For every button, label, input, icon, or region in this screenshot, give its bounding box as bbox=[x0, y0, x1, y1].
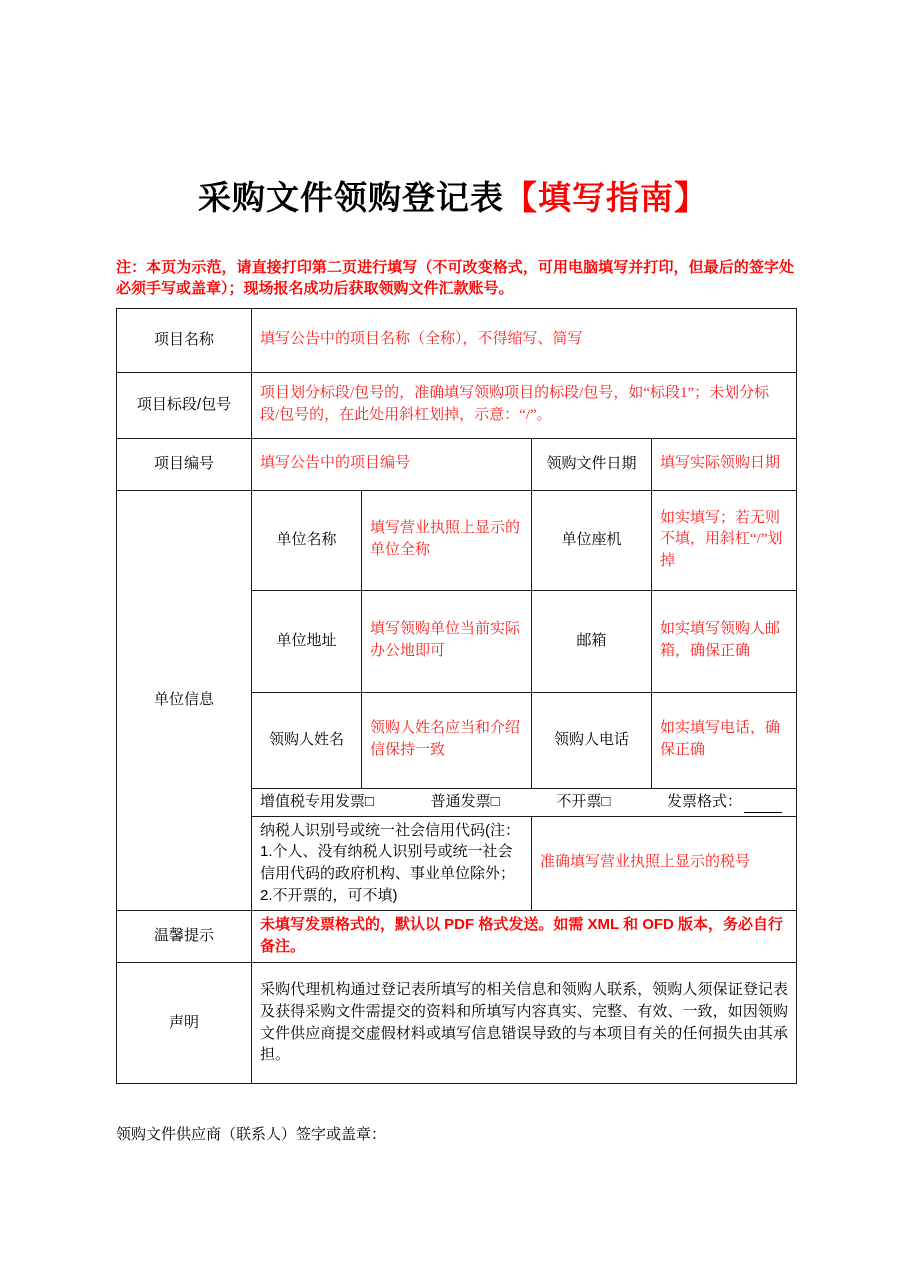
row-project-number bbox=[117, 438, 797, 490]
project-section-label: 项目标段/包号 bbox=[117, 372, 252, 438]
row-project-name bbox=[117, 308, 797, 372]
buyer-phone-instruction: 如实填写电话，确保正确 bbox=[652, 692, 797, 788]
invoice-option-ordinary bbox=[431, 791, 500, 813]
unit-phone-instruction: 如实填写；若无则不填，用斜杠“/”划掉 bbox=[652, 490, 797, 590]
invoice-option-ordinary-label: 普通发票 bbox=[430, 793, 491, 811]
page-title-main: 采购文件领购登记表 bbox=[198, 181, 504, 217]
project-number-instruction: 填写公告中的项目编号 bbox=[252, 438, 532, 490]
unit-name-instruction: 填写营业执照上显示的单位全称 bbox=[362, 490, 532, 590]
row-project-section bbox=[117, 372, 797, 438]
buyer-name-instruction: 领购人姓名应当和介绍信保持一致 bbox=[362, 692, 532, 788]
row-unit-name bbox=[117, 490, 797, 590]
row-statement bbox=[117, 962, 797, 1083]
tips-instruction: 未填写发票格式的，默认以 PDF 格式发送。如需 XML 和 OFD 版本，务必自行备注。 bbox=[252, 910, 797, 962]
invoice-format-blank-line bbox=[744, 799, 782, 813]
unit-name-label: 单位名称 bbox=[252, 490, 362, 590]
unit-phone-label: 单位座机 bbox=[532, 490, 652, 590]
none-checkbox-icon: □ bbox=[601, 793, 611, 811]
unit-info-label: 单位信息 bbox=[117, 490, 252, 910]
tax-id-text: 纳税人识别号或统一社会信用代码(注：1.个人、没有纳税人识别号或统一社会信用代码的政府机构、事业单位除外；2.不开票的，可不填) bbox=[252, 816, 532, 910]
unit-address-label: 单位地址 bbox=[252, 590, 362, 692]
ordinary-checkbox-icon: □ bbox=[490, 793, 500, 811]
invoice-format-label: 发票格式： bbox=[666, 793, 742, 811]
buyer-name-label: 领购人姓名 bbox=[252, 692, 362, 788]
email-instruction: 如实填写领购人邮箱，确保正确 bbox=[652, 590, 797, 692]
note-text: 注：本页为示范，请直接打印第二页进行填写（不可改变格式，可用电脑填写并打印，但最后的签字处必须手写或盖章）；现场报名成功后获取领购文件汇款账号。 bbox=[116, 258, 794, 297]
statement-label: 声明 bbox=[117, 962, 252, 1083]
row-tips bbox=[117, 910, 797, 962]
tips-label: 温馨提示 bbox=[117, 910, 252, 962]
statement-text: 采购代理机构通过登记表所填写的相关信息和领购人联系，领购人须保证登记表及获得采购文件需提交的资料和所填写内容真实、完整、有效、一致，如因领购文件供应商提交虚假材料或填写信息错误导致的与本项目有关的任何损失由其承担。 bbox=[252, 962, 797, 1083]
page-title-highlight: 【填写指南】 bbox=[504, 181, 708, 217]
project-name-instruction: 填写公告中的项目名称（全称），不得缩写、简写 bbox=[252, 308, 797, 372]
invoice-option-none bbox=[556, 791, 610, 813]
project-number-label: 项目编号 bbox=[117, 438, 252, 490]
form-table bbox=[116, 308, 797, 1084]
signature-line: 领购文件供应商（联系人）签字或盖章： bbox=[116, 1125, 387, 1143]
invoice-option-vat-label: 增值税专用发票 bbox=[260, 793, 366, 811]
purchase-date-instruction: 填写实际领购日期 bbox=[652, 438, 797, 490]
tax-id-instruction: 准确填写营业执照上显示的税号 bbox=[532, 816, 797, 910]
invoice-options-cell bbox=[252, 788, 797, 816]
page-title bbox=[116, 182, 790, 217]
email-label: 邮箱 bbox=[532, 590, 652, 692]
purchase-date-label: 领购文件日期 bbox=[532, 438, 652, 490]
invoice-format-field bbox=[667, 791, 782, 813]
project-name-label: 项目名称 bbox=[117, 308, 252, 372]
invoice-option-vat bbox=[260, 791, 374, 813]
invoice-option-none-label: 不开票 bbox=[556, 793, 602, 811]
buyer-phone-label: 领购人电话 bbox=[532, 692, 652, 788]
unit-address-instruction: 填写领购单位当前实际办公地即可 bbox=[362, 590, 532, 692]
vat-checkbox-icon: □ bbox=[365, 793, 375, 811]
project-section-instruction: 项目划分标段/包号的，准确填写领购项目的标段/包号，如“标段1”；未划分标段/包号的，在此处用斜杠划掉，示意：“/”。 bbox=[252, 372, 797, 438]
